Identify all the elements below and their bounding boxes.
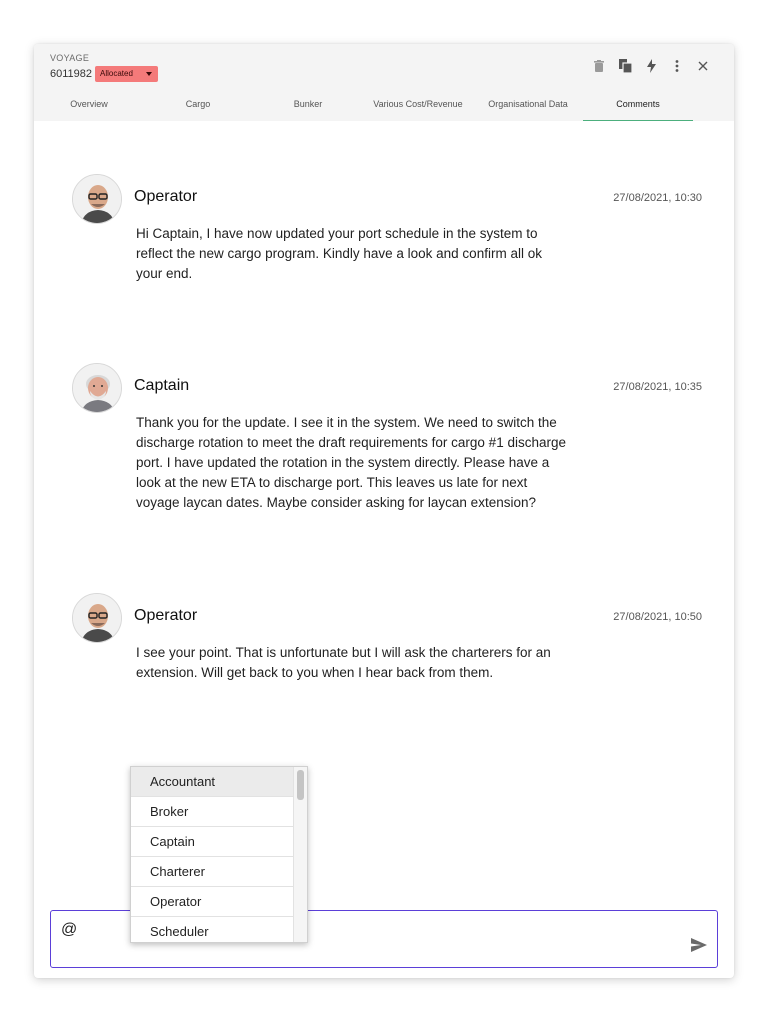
comment-timestamp: 27/08/2021, 10:35 <box>613 381 702 393</box>
copy-icon[interactable] <box>612 58 638 74</box>
comment-timestamp: 27/08/2021, 10:30 <box>613 192 702 204</box>
voyage-card <box>34 44 734 978</box>
mention-option-broker[interactable]: Broker <box>131 797 293 827</box>
comment-author: Captain <box>134 377 190 394</box>
more-vert-icon[interactable] <box>664 58 690 74</box>
mention-option-charterer[interactable]: Charterer <box>131 857 293 887</box>
comment-text: Thank you for the update. I see it in the system. We need to switch the discharge rotation to meet the draft requirements for cargo #1 discharge port. I have updated the rotation in the system directly. Please have a look at the new ETA to discharge port. This leaves us late for next voyage laycan dates. Maybe consider asking for laycan extension? <box>136 415 566 510</box>
dropdown-scrollbar[interactable] <box>293 767 307 943</box>
card-header <box>34 44 734 121</box>
toolbar <box>586 58 716 74</box>
trash-icon[interactable] <box>586 58 612 74</box>
tab-comments[interactable]: Comments <box>583 94 693 121</box>
tab-bunker[interactable]: Bunker <box>293 99 323 109</box>
mention-option-accountant[interactable]: Accountant <box>131 767 293 797</box>
tab-cargo[interactable]: Cargo <box>185 99 211 109</box>
comment-timestamp: 27/08/2021, 10:50 <box>613 611 702 623</box>
status-label: Allocated <box>100 69 133 78</box>
mention-option-captain[interactable]: Captain <box>131 827 293 857</box>
caret-down-icon <box>146 72 152 76</box>
tab-bar <box>34 94 734 121</box>
avatar <box>72 363 122 413</box>
mention-option-operator[interactable]: Operator <box>131 887 293 917</box>
send-icon[interactable] <box>691 938 707 952</box>
bolt-icon[interactable] <box>638 58 664 74</box>
comment-author: Operator <box>134 188 198 205</box>
close-icon[interactable] <box>690 58 716 74</box>
mention-option-scheduler[interactable]: Scheduler <box>131 917 293 943</box>
comment-text: I see your point. That is unfortunate but I will ask the charterers for an extension. Will get back to you when I hear back from them. <box>136 645 551 680</box>
comment-author: Operator <box>134 607 198 624</box>
status-dropdown[interactable] <box>95 66 158 82</box>
avatar <box>72 174 122 224</box>
mention-dropdown <box>130 766 308 943</box>
scrollbar-thumb[interactable] <box>297 770 304 800</box>
comment-input-value: @ <box>61 921 78 938</box>
voyage-number: 6011982 <box>50 68 93 80</box>
section-label: VOYAGE <box>50 53 90 63</box>
tab-organisational-data[interactable]: Organisational Data <box>488 99 568 109</box>
comment-text: Hi Captain, I have now updated your port schedule in the system to reflect the new cargo program. Kindly have a look and confirm all ok your end. <box>136 226 542 281</box>
avatar <box>72 593 122 643</box>
tab-overview[interactable]: Overview <box>70 99 108 109</box>
tab-various-cost-revenue[interactable]: Various Cost/Revenue <box>373 99 463 109</box>
